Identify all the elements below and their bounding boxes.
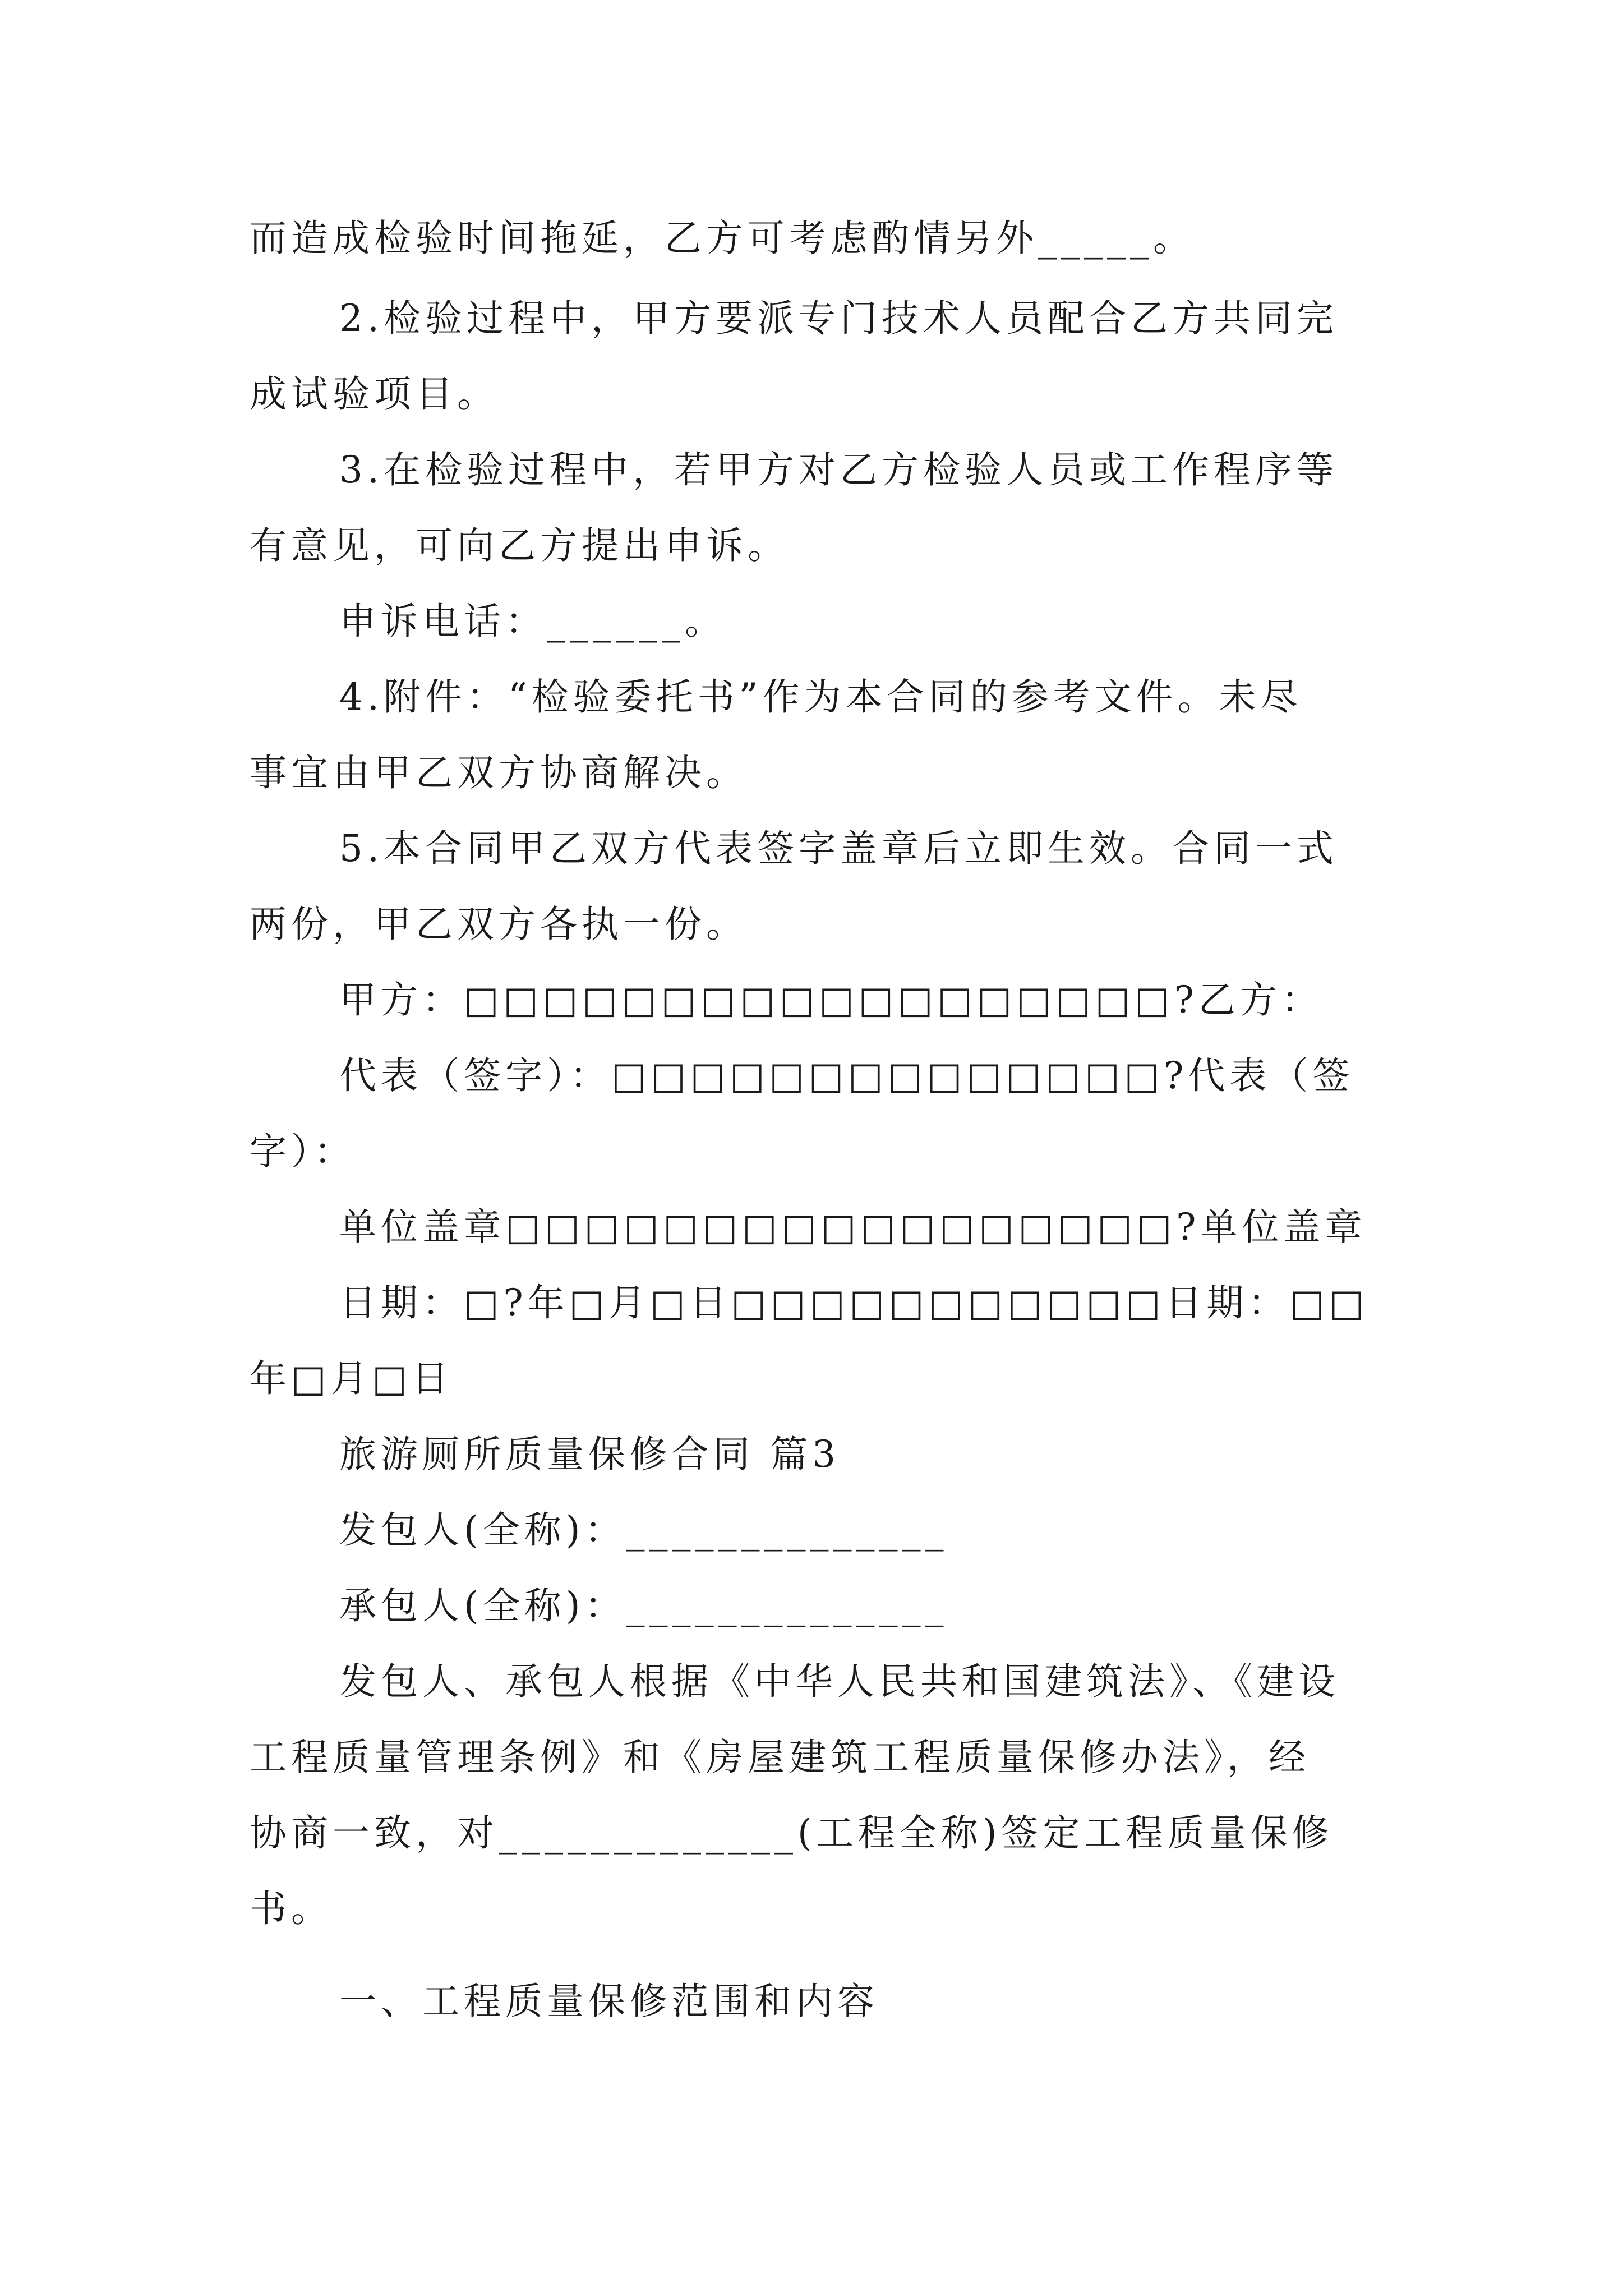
text-line: 甲方：□□□□□□□□□□□□□□□□□□?乙方： (339, 978, 1323, 1022)
text-line: 成试验项目。 (250, 372, 499, 416)
text-line: 日期：□?年□月□日□□□□□□□□□□□日期：□□ (339, 1281, 1369, 1324)
text-line: 4.附件：“检验委托书”作为本合同的参考文件。未尽 (339, 675, 1302, 719)
text-line: 协商一致，对_____________(工程全称)签定工程质量保修 (250, 1811, 1334, 1855)
text-line: 5.本合同甲乙双方代表签字盖章后立即生效。合同一式 (339, 827, 1338, 870)
text-line: 3.在检验过程中，若甲方对乙方检验人员或工作程序等 (339, 448, 1338, 491)
section-heading: 旅游厕所质量保修合同 篇3 (339, 1433, 840, 1476)
text-line: 单位盖章□□□□□□□□□□□□□□□□□?单位盖章 (339, 1205, 1367, 1249)
text-line: 发包人、承包人根据《中华人民共和国建筑法》、《建设 (339, 1660, 1340, 1703)
text-line: 字）： (250, 1130, 356, 1173)
text-line: 发包人(全称)：______________ (339, 1508, 948, 1552)
text-line: 申诉电话：______。 (339, 600, 726, 643)
text-line: 书。 (250, 1887, 333, 1930)
text-line: 承包人(全称)：______________ (339, 1584, 948, 1627)
text-line: 代表（签字）：□□□□□□□□□□□□□□?代表（签 (339, 1054, 1354, 1097)
text-line: 事宜由甲乙双方协商解决。 (250, 751, 748, 794)
text-line: 两份，甲乙双方各执一份。 (250, 903, 748, 946)
text-line: 有意见，可向乙方提出申诉。 (250, 524, 789, 567)
text-line: 2.检验过程中，甲方要派专门技术人员配合乙方共同完 (339, 297, 1338, 340)
text-line: 而造成检验时间拖延，乙方可考虑酌情另外_____。 (250, 217, 1195, 260)
text-line: 工程质量管理条例》和《房屋建筑工程质量保修办法》，经 (250, 1736, 1310, 1779)
text-line: 年□月□日 (250, 1357, 453, 1400)
section-heading: 一、工程质量保修范围和内容 (339, 1980, 879, 2023)
